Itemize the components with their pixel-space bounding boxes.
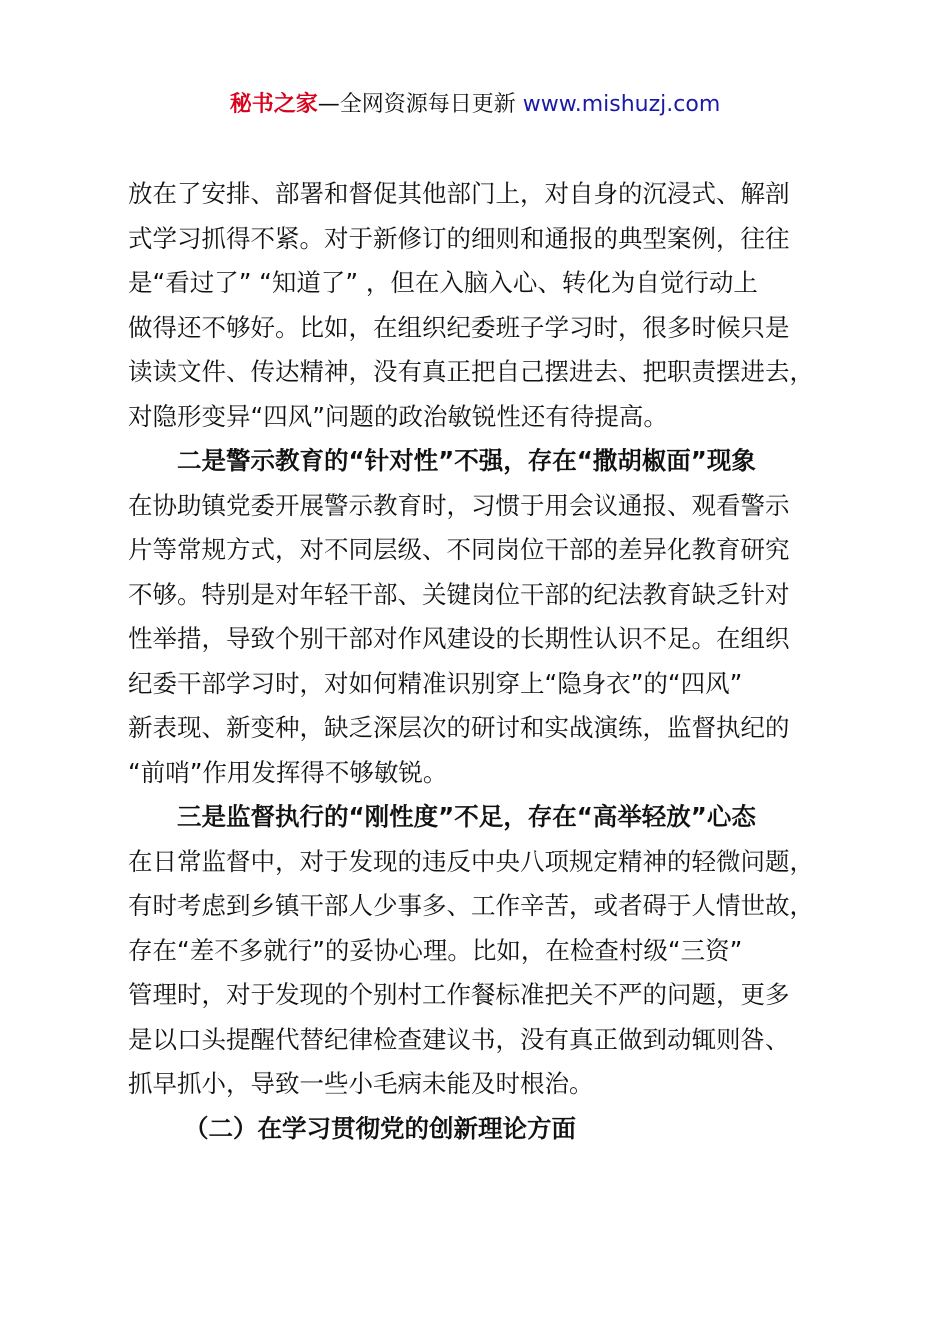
body-line: 读读文件、传达精神，没有真正把自己摆进去、把职责摆进去，	[128, 357, 814, 386]
body-line: 抓早抓小，导致一些小毛病未能及时根治。	[128, 1069, 594, 1098]
header-tagline: —全网资源每日更新	[317, 92, 516, 117]
body-line: 在协助镇党委开展警示教育时，习惯于用会议通报、观看警示	[128, 490, 790, 520]
body-line: 是以口头提醒代替纪律检查建议书，没有真正做到动辄则咎、	[128, 1024, 790, 1054]
body-line: 式学习抓得不紧。对于新修订的细则和通报的典型案例，往往	[128, 223, 790, 253]
body-line: 放在了安排、部署和督促其他部门上，对自身的沉浸式、解剖	[128, 179, 790, 208]
body-line: 管理时，对于发现的个别村工作餐标准把关不严的问题，更多	[128, 980, 790, 1009]
body-line: 存在“差不多就行”的妥协心理。比如，在检查村级“三资”	[128, 935, 743, 965]
site-header	[0, 88, 950, 122]
body-line: 片等常规方式，对不同层级、不同岗位干部的差异化教育研究	[128, 535, 790, 564]
paragraph-heading-3: 三是监督执行的“刚性度”不足，存在“高举轻放”心态	[177, 802, 756, 831]
body-line: 做得还不够好。比如，在组织纪委班子学习时，很多时候只是	[128, 312, 790, 342]
document-body	[128, 172, 848, 1151]
body-line: 新表现、新变种，缺乏深层次的研讨和实战演练，监督执纪的	[128, 713, 790, 742]
body-line: 在日常监督中，对于发现的违反中央八项规定精神的轻微问题，	[128, 846, 814, 876]
paragraph-heading-2: 二是警示教育的“针对性”不强，存在“撒胡椒面”现象	[177, 446, 756, 475]
body-line: 对隐形变异“四风”问题的政治敏锐性还有待提高。	[128, 401, 668, 431]
section-title: （二）在学习贯彻党的创新理论方面	[184, 1113, 576, 1143]
body-line: 纪委干部学习时，对如何精准识别穿上“隐身衣”的“四风”	[128, 668, 743, 698]
body-line: 性举措，导致个别干部对作风建设的长期性认识不足。在组织	[128, 624, 790, 653]
body-line: 不够。特别是对年轻干部、关键岗位干部的纪法教育缺乏针对	[128, 579, 790, 609]
body-line: “前哨”作用发挥得不够敏锐。	[128, 757, 448, 787]
body-line: 有时考虑到乡镇干部人少事多、工作辛苦，或者碍于人情世故，	[128, 891, 814, 920]
brand-name: 秘书之家	[229, 92, 318, 117]
site-url-link[interactable]: www.mishuzj.com	[522, 92, 721, 117]
body-line: 是“看过了” “知道了” ，但在入脑入心、转化为自觉行动上	[128, 268, 758, 297]
